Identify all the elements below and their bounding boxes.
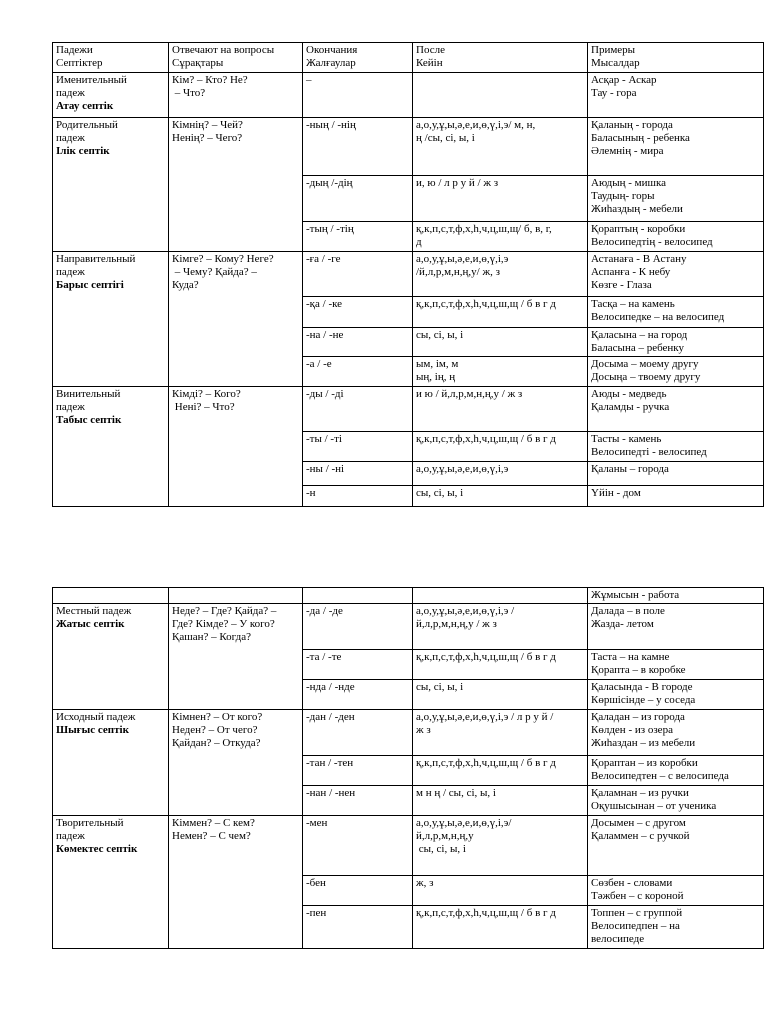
- case-after: сы, сі, ы, і: [413, 328, 588, 357]
- case-questions: Кімнің? – Чей? Ненің? – Чего?: [169, 118, 303, 252]
- cases-table-1: [52, 42, 764, 507]
- case-ending: -а / -е: [303, 357, 413, 387]
- case-ending: -дың /-дің: [303, 176, 413, 222]
- case-ending: -ты / -ті: [303, 432, 413, 462]
- case-after: ым, ім, м ың, ің, ң: [413, 357, 588, 387]
- case-examples: Қораптың - коробки Велосипедтің - велосипед: [588, 222, 764, 252]
- case-after: м н ң / сы, сі, ы, і: [413, 786, 588, 816]
- case-ending: -дан / -ден: [303, 710, 413, 756]
- case-ending: -мен: [303, 816, 413, 876]
- case-after: қ,к,п,с,т,ф,х,һ,ч,ц,ш,щ / б в г д: [413, 650, 588, 680]
- table-row: [53, 118, 764, 176]
- case-questions: Кімге? – Кому? Неге? – Чему? Қайда? – Куда?: [169, 252, 303, 387]
- table-row: [53, 387, 764, 432]
- table-row: [53, 604, 764, 650]
- case-examples: Далада – в поле Жазда- летом: [588, 604, 764, 650]
- case-examples: Астанаға - В Астану Аспанға - К небу Көзге - Глаза: [588, 252, 764, 297]
- case-name: Родительный падеж Ілік септік: [53, 118, 169, 252]
- case-ending: -нда / -нде: [303, 680, 413, 710]
- case-examples: Қораптан – из коробки Велосипедтен – с велосипеда: [588, 756, 764, 786]
- case-after: и ю / й,л,р,м,н,ң,у / ж з: [413, 387, 588, 432]
- case-examples: Тасты - камень Велосипедті - велосипед: [588, 432, 764, 462]
- case-after: қ,к,п,с,т,ф,х,һ,ч,ц,ш,щ / б в г д: [413, 297, 588, 328]
- header-examples: Примеры Мысалдар: [588, 43, 764, 73]
- case-questions: Неде? – Где? Қайда? – Где? Кімде? – У кого? Қашан? – Когда?: [169, 604, 303, 710]
- case-ending: -ға / -ге: [303, 252, 413, 297]
- case-ending: -бен: [303, 876, 413, 906]
- case-questions: Кімді? – Кого? Нені? – Что?: [169, 387, 303, 507]
- case-ending: -на / -не: [303, 328, 413, 357]
- case-ending: -пен: [303, 906, 413, 949]
- case-questions: Кімнен? – От кого? Неден? – От чего? Қайдан? – Откуда?: [169, 710, 303, 816]
- case-after: [413, 73, 588, 118]
- table-row: [53, 816, 764, 876]
- case-after: сы, сі, ы, і: [413, 680, 588, 710]
- case-ending: -н: [303, 486, 413, 507]
- case-after: и, ю / л р у й / ж з: [413, 176, 588, 222]
- case-after: сы, сі, ы, і: [413, 486, 588, 507]
- case-after: а,о,у,ұ,ы,ә,е,и,ө,ү,і,э/ м, н, ң /сы, сі, ы, і: [413, 118, 588, 176]
- header-endings: Окончания Жалғаулар: [303, 43, 413, 73]
- case-after: а,о,у,ұ,ы,ә,е,и,ө,ү,і,э / л р у й / ж з: [413, 710, 588, 756]
- case-ending: -тың / -тің: [303, 222, 413, 252]
- case-ending: -да / -де: [303, 604, 413, 650]
- case-after: а,о,у,ұ,ы,ә,е,и,ө,ү,і,э /й,л,р,м,н,ң,у/ ж, з: [413, 252, 588, 297]
- case-name: Винительный падеж Табыс септік: [53, 387, 169, 507]
- case-name: Местный падеж Жатыс септік: [53, 604, 169, 710]
- case-examples: Досымен – с другом Қаламмен – с ручкой: [588, 816, 764, 876]
- table-row: [53, 588, 764, 604]
- case-after: қ,к,п,с,т,ф,х,һ,ч,ц,ш,щ / б в г д: [413, 906, 588, 949]
- case-name: Исходный падеж Шығыс септік: [53, 710, 169, 816]
- case-after: қ,к,п,с,т,ф,х,һ,ч,ц,ш,щ/ б, в, г, д: [413, 222, 588, 252]
- case-examples: Жұмысын - работа: [588, 588, 764, 604]
- case-ending: -ның / -нің: [303, 118, 413, 176]
- case-after: а,о,у,ұ,ы,ә,е,и,ө,ү,і,э/ й,л,р,м,н,ң,у сы, сі, ы, і: [413, 816, 588, 876]
- case-examples: Қаламнан – из ручки Оқушысынан – от ученика: [588, 786, 764, 816]
- case-ending: -та / -те: [303, 650, 413, 680]
- case-ending: –: [303, 73, 413, 118]
- header-row: [53, 43, 764, 73]
- case-examples: Қаласына – на город Баласына – ребенку: [588, 328, 764, 357]
- header-case: Падежи Септіктер: [53, 43, 169, 73]
- case-examples: Топпен – с группой Велосипедпен – на велосипеде: [588, 906, 764, 949]
- case-after: а,о,у,ұ,ы,ә,е,и,ө,ү,і,э: [413, 462, 588, 486]
- case-after: қ,к,п,с,т,ф,х,һ,ч,ц,ш,щ / б в г д: [413, 432, 588, 462]
- case-examples: Таста – на камне Қорапта – в коробке: [588, 650, 764, 680]
- case-name: Направительный падеж Барыс септігі: [53, 252, 169, 387]
- table-row: [53, 73, 764, 118]
- header-questions: Отвечают на вопросы Сұрақтары: [169, 43, 303, 73]
- case-questions: Кім? – Кто? Не? – Что?: [169, 73, 303, 118]
- case-examples: Қаласында - В городе Көршісінде – у соседа: [588, 680, 764, 710]
- case-name: Творительный падеж Көмектес септік: [53, 816, 169, 949]
- table-row: [53, 252, 764, 297]
- case-name: Именительный падеж Атау септік: [53, 73, 169, 118]
- case-ending: -ны / -ні: [303, 462, 413, 486]
- table-row: [53, 710, 764, 756]
- case-examples: Аюды - медведь Қаламды - ручка: [588, 387, 764, 432]
- case-examples: Сөзбен - словами Тәжбен – с короной: [588, 876, 764, 906]
- case-ending: -нан / -нен: [303, 786, 413, 816]
- case-after: ж, з: [413, 876, 588, 906]
- case-ending: -ды / -ді: [303, 387, 413, 432]
- case-ending: -қа / -ке: [303, 297, 413, 328]
- case-examples: Тасқа – на камень Велосипедке – на велосипед: [588, 297, 764, 328]
- case-examples: Аюдың - мишка Таудың- горы Жиһаздың - мебели: [588, 176, 764, 222]
- case-examples: Қаланың - города Баласының - ребенка Әлемнің - мира: [588, 118, 764, 176]
- case-after: қ,к,п,с,т,ф,х,һ,ч,ц,ш,щ / б в г д: [413, 756, 588, 786]
- case-after: а,о,у,ұ,ы,ә,е,и,ө,ү,і,э / й,л,р,м,н,ң,у / ж з: [413, 604, 588, 650]
- case-examples: Асқар - Аскар Тау - гора: [588, 73, 764, 118]
- cases-table-2: [52, 587, 764, 949]
- case-ending: -тан / -тен: [303, 756, 413, 786]
- case-questions: Кіммен? – С кем? Немен? – С чем?: [169, 816, 303, 949]
- case-examples: Үйін - дом: [588, 486, 764, 507]
- case-examples: Қаладан – из города Көлден - из озера Жиһаздан – из мебели: [588, 710, 764, 756]
- header-after: После Кейін: [413, 43, 588, 73]
- case-examples: Қаланы – города: [588, 462, 764, 486]
- case-examples: Досыма – моему другу Досыңа – твоему другу: [588, 357, 764, 387]
